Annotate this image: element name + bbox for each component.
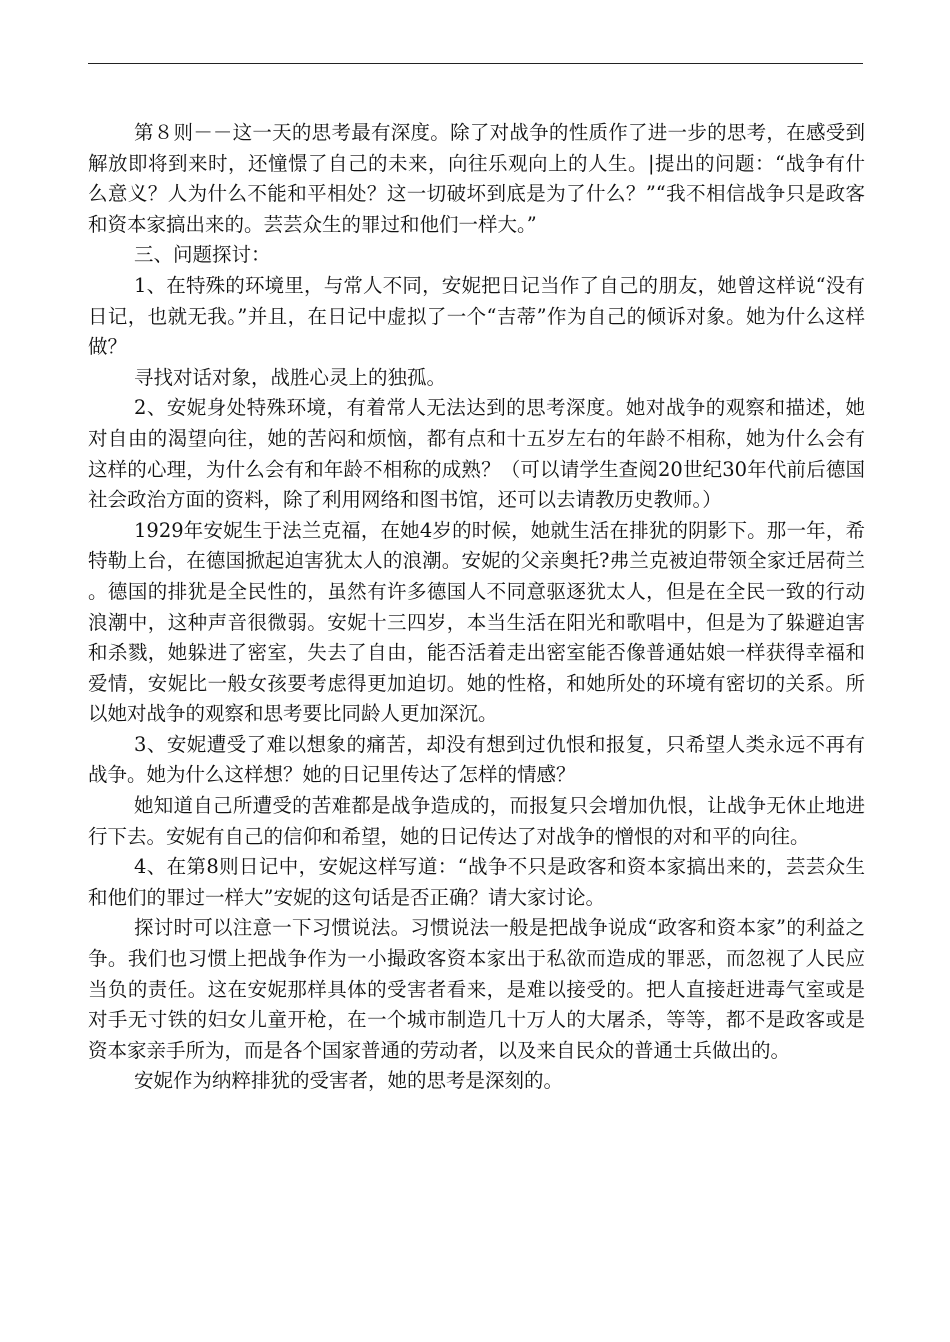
question-4: 4、在第8则日记中，安妮这样写道：“战争不只是政客和资本家搞出来的，芸芸众生和他们的罪过一样大”安妮的这句话是否正确？请大家讨论。 bbox=[88, 855, 865, 909]
answer-2: 1929年安妮生于法兰克福，在她4岁的时候，她就生活在排犹的阴影下。那一年，希特勒上台，在德国掀起迫害犹太人的浪潮。安妮的父亲奥托?弗兰克被迫带领全家迁居荷兰。德国的排犹是全民性的，虽然有许多德国人不同意驱逐犹太人，但是在全民一致的行动浪潮中，这种声音很微弱。安妮十三四岁，本当生活在阳光和歌唱中，但是为了躲避迫害和杀戮，她躲进了密室，失去了自由，能否活着走出密室能否像普通姑娘一样获得幸福和爱情，安妮比一般女孩要考虑得更加迫切。她的性格，和她所处的环境有密切的关系。所以她对战争的观察和思考要比同龄人更加深沉。 bbox=[88, 518, 865, 726]
paragraph-day8-summary: 第８则－－这一天的思考最有深度。除了对战争的性质作了进一步的思考，在感受到解放即将到来时，还憧憬了自己的未来，向往乐观向上的人生。|提出的问题：“战争有什么意义？人为什么不能和平相处？这一切破坏到底是为了什么？”“我不相信战争只是政客和资本家搞出来的。芸芸众生的罪过和他们一样大。” bbox=[88, 121, 865, 236]
body-text bbox=[88, 118, 865, 1097]
question-2: 2、安妮身处特殊环境，有着常人无法达到的思考深度。她对战争的观察和描述，她对自由的渴望向往，她的苦闷和烦恼，都有点和十五岁左右的年龄不相称，她为什么会有这样的心理，为什么会有和年龄不相称的成熟？（可以请学生查阅20世纪30年代前后德国社会政治方面的资料，除了利用网络和图书馆，还可以去请教历史教师。） bbox=[88, 396, 865, 512]
section-heading-discussion: 三、问题探讨： bbox=[134, 243, 271, 267]
header-rule bbox=[88, 63, 863, 64]
answer-4: 探讨时可以注意一下习惯说法。习惯说法一般是把战争说成“政客和资本家”的利益之争。我们也习惯上把战争作为一小撮政客资本家出于私欲而造成的罪恶，而忽视了人民应当负的责任。这在安妮那样具体的受害者看来，是难以接受的。把人直接赶进毒气室或是对手无寸铁的妇女儿童开枪，在一个城市制造几十万人的大屠杀，等等，都不是政客或是资本家亲手所为，而是各个国家普通的劳动者，以及来自民众的普通士兵做出的。 bbox=[88, 916, 865, 1062]
conclusion: 安妮作为纳粹排犹的受害者，她的思考是深刻的。 bbox=[134, 1069, 564, 1093]
answer-3: 她知道自己所遭受的苦难都是战争造成的，而报复只会增加仇恨，让战争无休止地进行下去。安妮有自己的信仰和希望，她的日记传达了对战争的憎恨的对和平的向往。 bbox=[88, 794, 865, 848]
question-1: 1、在特殊的环境里，与常人不同，安妮把日记当作了自己的朋友，她曾这样说“没有日记，也就无我。”并且，在日记中虚拟了一个“吉蒂”作为自己的倾诉对象。她为什么这样做？ bbox=[88, 273, 865, 359]
question-3: 3、安妮遭受了难以想象的痛苦，却没有想到过仇恨和报复，只希望人类永远不再有战争。她为什么这样想？她的日记里传达了怎样的情感？ bbox=[88, 732, 865, 787]
answer-1: 寻找对话对象，战胜心灵上的独孤。 bbox=[134, 365, 447, 389]
